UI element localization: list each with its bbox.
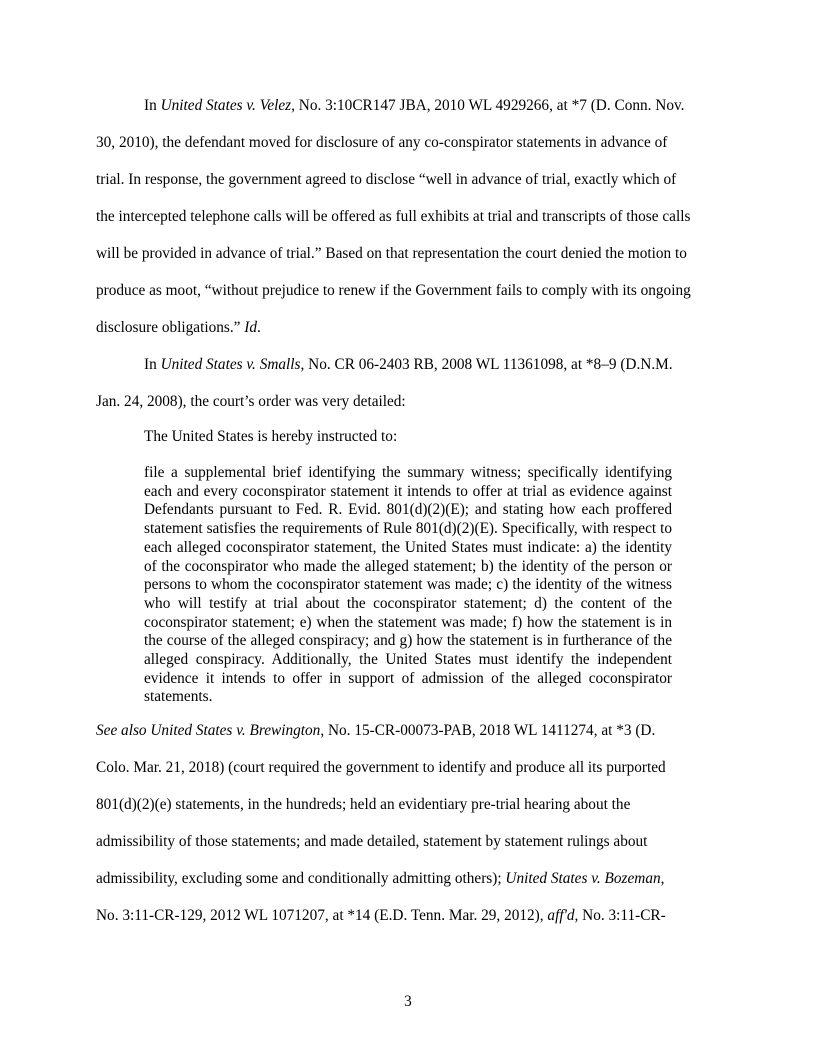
blockquote-body: file a supplemental brief identifying the summary witness; specifically identifying each and every coconspirator statement it intends to offer at trial as evidence against Defendants pursuant to Fed. R. Evid. 801(d)(2)(E); and stating how each proffered statement satisfies the requirements of Rule 801(d)(2)(E). Specifically, with respect to each alleged coconspirator statement, the United States must indicate: a) the identity of the coconspirator who made the alleged statement; b) the identity of the person or persons to whom the coconspirator statement was made; c) the identity of the witness who will testify at trial about the coconspirator statement; d) the content of the coconspirator statement; e) when the statement was made; f) how the statement is in the course of the alleged conspiracy; and g) how the statement is in furtherance of the alleged conspiracy. Additionally, the United States must identify the independent evidence it intends to offer in support of admission of the alleged coconspirator statements.: [144, 464, 672, 706]
text-run: No. 3:11-CR-129, 2012 WL 1071207, at *14 (E.D. Tenn. Mar. 29, 2012),: [96, 907, 548, 924]
para3-line6: [96, 906, 736, 926]
text-run: , No. 15-CR-00073-PAB, 2018 WL 1411274, at *3 (D.: [320, 722, 656, 739]
para2-line1: [144, 355, 784, 375]
text-run: In: [144, 97, 161, 114]
text-run: admissibility, excluding some and conditionally admitting others);: [96, 870, 506, 887]
para1-line3: trial. In response, the government agreed to disclose “well in advance of trial, exactly which of: [96, 171, 677, 188]
case-name: See also United States v. Brewington: [96, 722, 321, 739]
para1-line2: 30, 2010), the defendant moved for disclosure of any co-conspirator statements in advance of: [96, 134, 668, 151]
text-run: ,: [660, 870, 665, 887]
page-number: 3: [404, 993, 412, 1010]
para1-line4: the intercepted telephone calls will be offered as full exhibits at trial and transcripts of those calls: [96, 208, 691, 225]
text-run: No. 3:11-CR-: [578, 907, 666, 924]
para1-line6: produce as moot, “without prejudice to renew if the Government fails to comply with its ongoing: [96, 282, 691, 299]
text-run: In: [144, 356, 161, 373]
para3-line2: Colo. Mar. 21, 2018) (court required the government to identify and produce all its purported: [96, 759, 666, 776]
text-run: .: [257, 319, 261, 336]
blockquote-intro: The United States is hereby instructed to:: [144, 428, 398, 445]
para3-line4: admissibility of those statements; and made detailed, statement by statement rulings about: [96, 833, 648, 850]
text-run: disclosure obligations.”: [96, 319, 245, 336]
para1-line1: [144, 96, 784, 116]
para3-line1: [96, 721, 736, 741]
para1-line7: [96, 318, 736, 338]
para2-line2: Jan. 24, 2008), the court’s order was very detailed:: [96, 393, 406, 410]
para3-line3: 801(d)(2)(e) statements, in the hundreds; held an evidentiary pre-trial hearing about the: [96, 796, 631, 813]
case-name: United States v. Bozeman: [505, 870, 661, 887]
para3-line5: [96, 869, 736, 889]
case-name: United States v. Velez: [160, 97, 292, 114]
text-run: , No. CR 06-2403 RB, 2008 WL 11361098, at *8–9 (D.N.M.: [300, 356, 673, 373]
id-citation: Id: [244, 319, 258, 336]
affd-signal: aff'd,: [547, 907, 579, 924]
text-run: , No. 3:10CR147 JBA, 2010 WL 4929266, at *7 (D. Conn. Nov.: [291, 97, 685, 114]
para1-line5: will be provided in advance of trial.” Based on that representation the court denied the motion to: [96, 245, 687, 262]
case-name: United States v. Smalls: [160, 356, 301, 373]
